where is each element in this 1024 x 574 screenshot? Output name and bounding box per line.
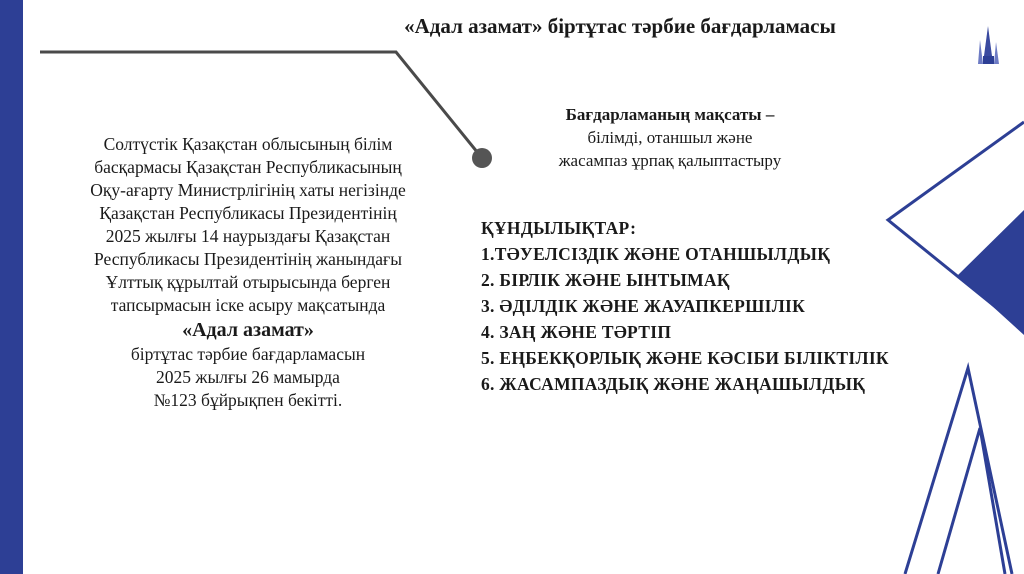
values-list <box>481 215 981 397</box>
values-item: 4. ЗАҢ ЖӘНЕ ТӘРТІП <box>481 322 672 342</box>
goal-heading: Бағдарламаның мақсаты – <box>565 105 775 124</box>
approval-line: 2025 жылғы 26 мамырда <box>156 367 340 387</box>
tower-logo-icon <box>978 26 999 64</box>
approval-text-block <box>42 133 454 412</box>
goal-block <box>510 103 830 172</box>
right-triangle-outer <box>905 368 1012 574</box>
values-heading: ҚҰНДЫЛЫҚТАР: <box>481 218 637 238</box>
approval-line: Республикасы Президентінің жанындағы <box>94 249 402 269</box>
approval-line: басқармасы Қазақстан Республикасының <box>94 157 402 177</box>
approval-line: №123 бұйрықпен бекітті. <box>153 390 343 410</box>
values-item: 6. ЖАСАМПАЗДЫҚ ЖӘНЕ ЖАҢАШЫЛДЫҚ <box>481 374 866 394</box>
program-name-emphasis: «Адал азамат» <box>182 319 314 341</box>
approval-line: Қазақстан Республикасы Президентінің <box>99 203 397 223</box>
approval-line: Солтүстік Қазақстан облысының білім <box>103 134 393 154</box>
approval-line: тапсырмасын іске асыру мақсатында <box>110 295 386 315</box>
values-item: 1.ТӘУЕЛСІЗДІК ЖӘНЕ ОТАНШЫЛДЫҚ <box>481 244 831 264</box>
approval-line: Оқу-ағарту Министрлігінің хаты негізінде <box>90 180 406 200</box>
goal-line: жасампаз ұрпақ қалыптастыру <box>558 151 782 170</box>
approval-line: біртұтас тәрбие бағдарламасын <box>130 344 366 364</box>
values-item: 3. ӘДІЛДІК ЖӘНЕ ЖАУАПКЕРШІЛІК <box>481 296 806 316</box>
values-item: 2. БІРЛІК ЖӘНЕ ЫНТЫМАҚ <box>481 270 730 290</box>
goal-line: білімді, отаншыл және <box>587 128 753 147</box>
page-title: «Адал азамат» біртұтас тәрбие бағдарламасы <box>404 14 836 38</box>
values-item: 5. ЕҢБЕКҚОРЛЫҚ ЖӘНЕ КӘСІБИ БІЛІКТІЛІК <box>481 348 889 368</box>
approval-line: 2025 жылғы 14 наурыздағы Қазақстан <box>105 226 391 246</box>
approval-line: Ұлттық құрылтай отырысында берген <box>105 272 391 292</box>
connector-dot <box>472 148 492 168</box>
